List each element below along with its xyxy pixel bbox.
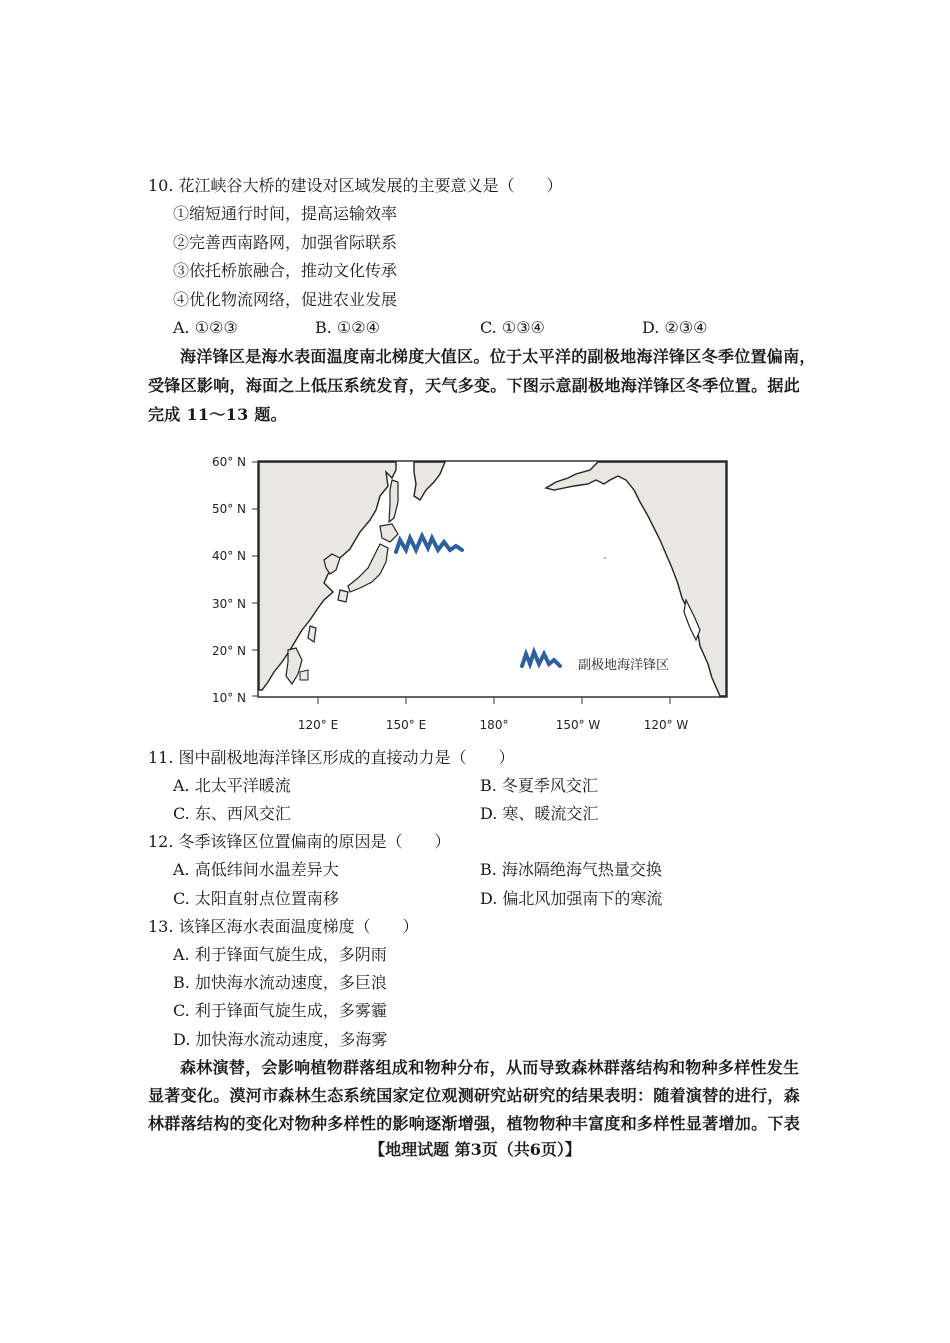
q10-option-a[interactable]: A. ①②③ xyxy=(173,318,238,337)
q11-stem: 11. 图中副极地海洋锋区形成的直接动力是（ ） xyxy=(148,748,515,767)
legend-label: 副极地海洋锋区 xyxy=(578,658,670,673)
q13-option-c[interactable]: C. 利于锋面气旋生成，多雾霾 xyxy=(173,1001,387,1020)
q10-option-d[interactable]: D. ②③④ xyxy=(642,318,708,337)
q11-option-a[interactable]: A. 北太平洋暖流 xyxy=(173,776,291,795)
passage1-line-2: 受锋区影响，海面之上低压系统发育，天气多变。下图示意副极地海洋锋区冬季位置。据此 xyxy=(148,376,801,395)
ocean-front-map xyxy=(200,450,740,745)
q10-item-2: ②完善西南路网，加强省际联系 xyxy=(173,233,398,252)
lat-label-40n: 40° N xyxy=(211,549,246,563)
map-dot xyxy=(604,557,606,559)
q10-item-4: ④优化物流网络，促进农业发展 xyxy=(173,290,398,309)
lat-label-30n: 30° N xyxy=(211,597,246,611)
lon-label-180: 180° xyxy=(479,718,509,732)
lon-label-150e: 150° E xyxy=(385,718,427,732)
passage2-line-1: 森林演替，会影响植物群落组成和物种分布，从而导致森林群落结构和物种多样性发生 xyxy=(180,1058,800,1077)
lat-label-50n: 50° N xyxy=(211,502,246,516)
q10-item-3: ③依托桥旅融合，推动文化传承 xyxy=(173,261,398,280)
q12-option-c[interactable]: C. 太阳直射点位置南移 xyxy=(173,889,339,908)
kyushu-land xyxy=(338,590,348,602)
q10-item-1: ①缩短通行时间，提高运输效率 xyxy=(173,204,398,223)
q13-option-d[interactable]: D. 加快海水流动速度，多海雾 xyxy=(173,1030,388,1049)
q13-option-b[interactable]: B. 加快海水流动速度，多巨浪 xyxy=(173,973,387,992)
q12-stem: 12. 冬季该锋区位置偏南的原因是（ ） xyxy=(148,832,451,851)
lat-label-20n: 20° N xyxy=(211,644,246,658)
q10-stem: 10. 花江峡谷大桥的建设对区域发展的主要意义是（ ） xyxy=(148,176,563,195)
q10-option-b[interactable]: B. ①②④ xyxy=(315,318,380,337)
q12-option-a[interactable]: A. 高低纬间水温差异大 xyxy=(173,860,339,879)
q11-option-d[interactable]: D. 寒、暖流交汇 xyxy=(480,804,599,823)
lon-label-120e: 120° E xyxy=(297,718,339,732)
passage2-line-2: 显著变化。漠河市森林生态系统国家定位观测研究站研究的结果表明：随着演替的进行，森 xyxy=(148,1086,801,1105)
luzon-islet xyxy=(300,670,308,680)
q12-option-d[interactable]: D. 偏北风加强南下的寒流 xyxy=(480,889,663,908)
q10-option-c[interactable]: C. ①③④ xyxy=(480,318,545,337)
q13-stem: 13. 该锋区海水表面温度梯度（ ） xyxy=(148,917,419,936)
passage1-line-1: 海洋锋区是海水表面温度南北梯度大值区。位于太平洋的副极地海洋锋区冬季位置偏南， xyxy=(180,347,816,366)
lon-label-120w: 120° W xyxy=(643,718,689,732)
lon-label-150w: 150° W xyxy=(555,718,601,732)
passage2-line-3: 林群落结构的变化对物种多样性的影响逐渐增强，植物物种丰富度和多样性显著增加。下表 xyxy=(148,1114,801,1133)
q12-option-b[interactable]: B. 海冰隔绝海气热量交换 xyxy=(480,860,662,879)
q11-option-c[interactable]: C. 东、西风交汇 xyxy=(173,804,291,823)
page-footer: 【地理试题 第3页（共6页）】 xyxy=(369,1140,581,1159)
passage1-line-3: 完成 11～13 题。 xyxy=(148,405,287,424)
q11-option-b[interactable]: B. 冬夏季风交汇 xyxy=(480,776,598,795)
lat-label-60n: 60° N xyxy=(211,455,246,469)
q13-option-a[interactable]: A. 利于锋面气旋生成，多阴雨 xyxy=(173,945,387,964)
lat-label-10n: 10° N xyxy=(211,691,246,705)
